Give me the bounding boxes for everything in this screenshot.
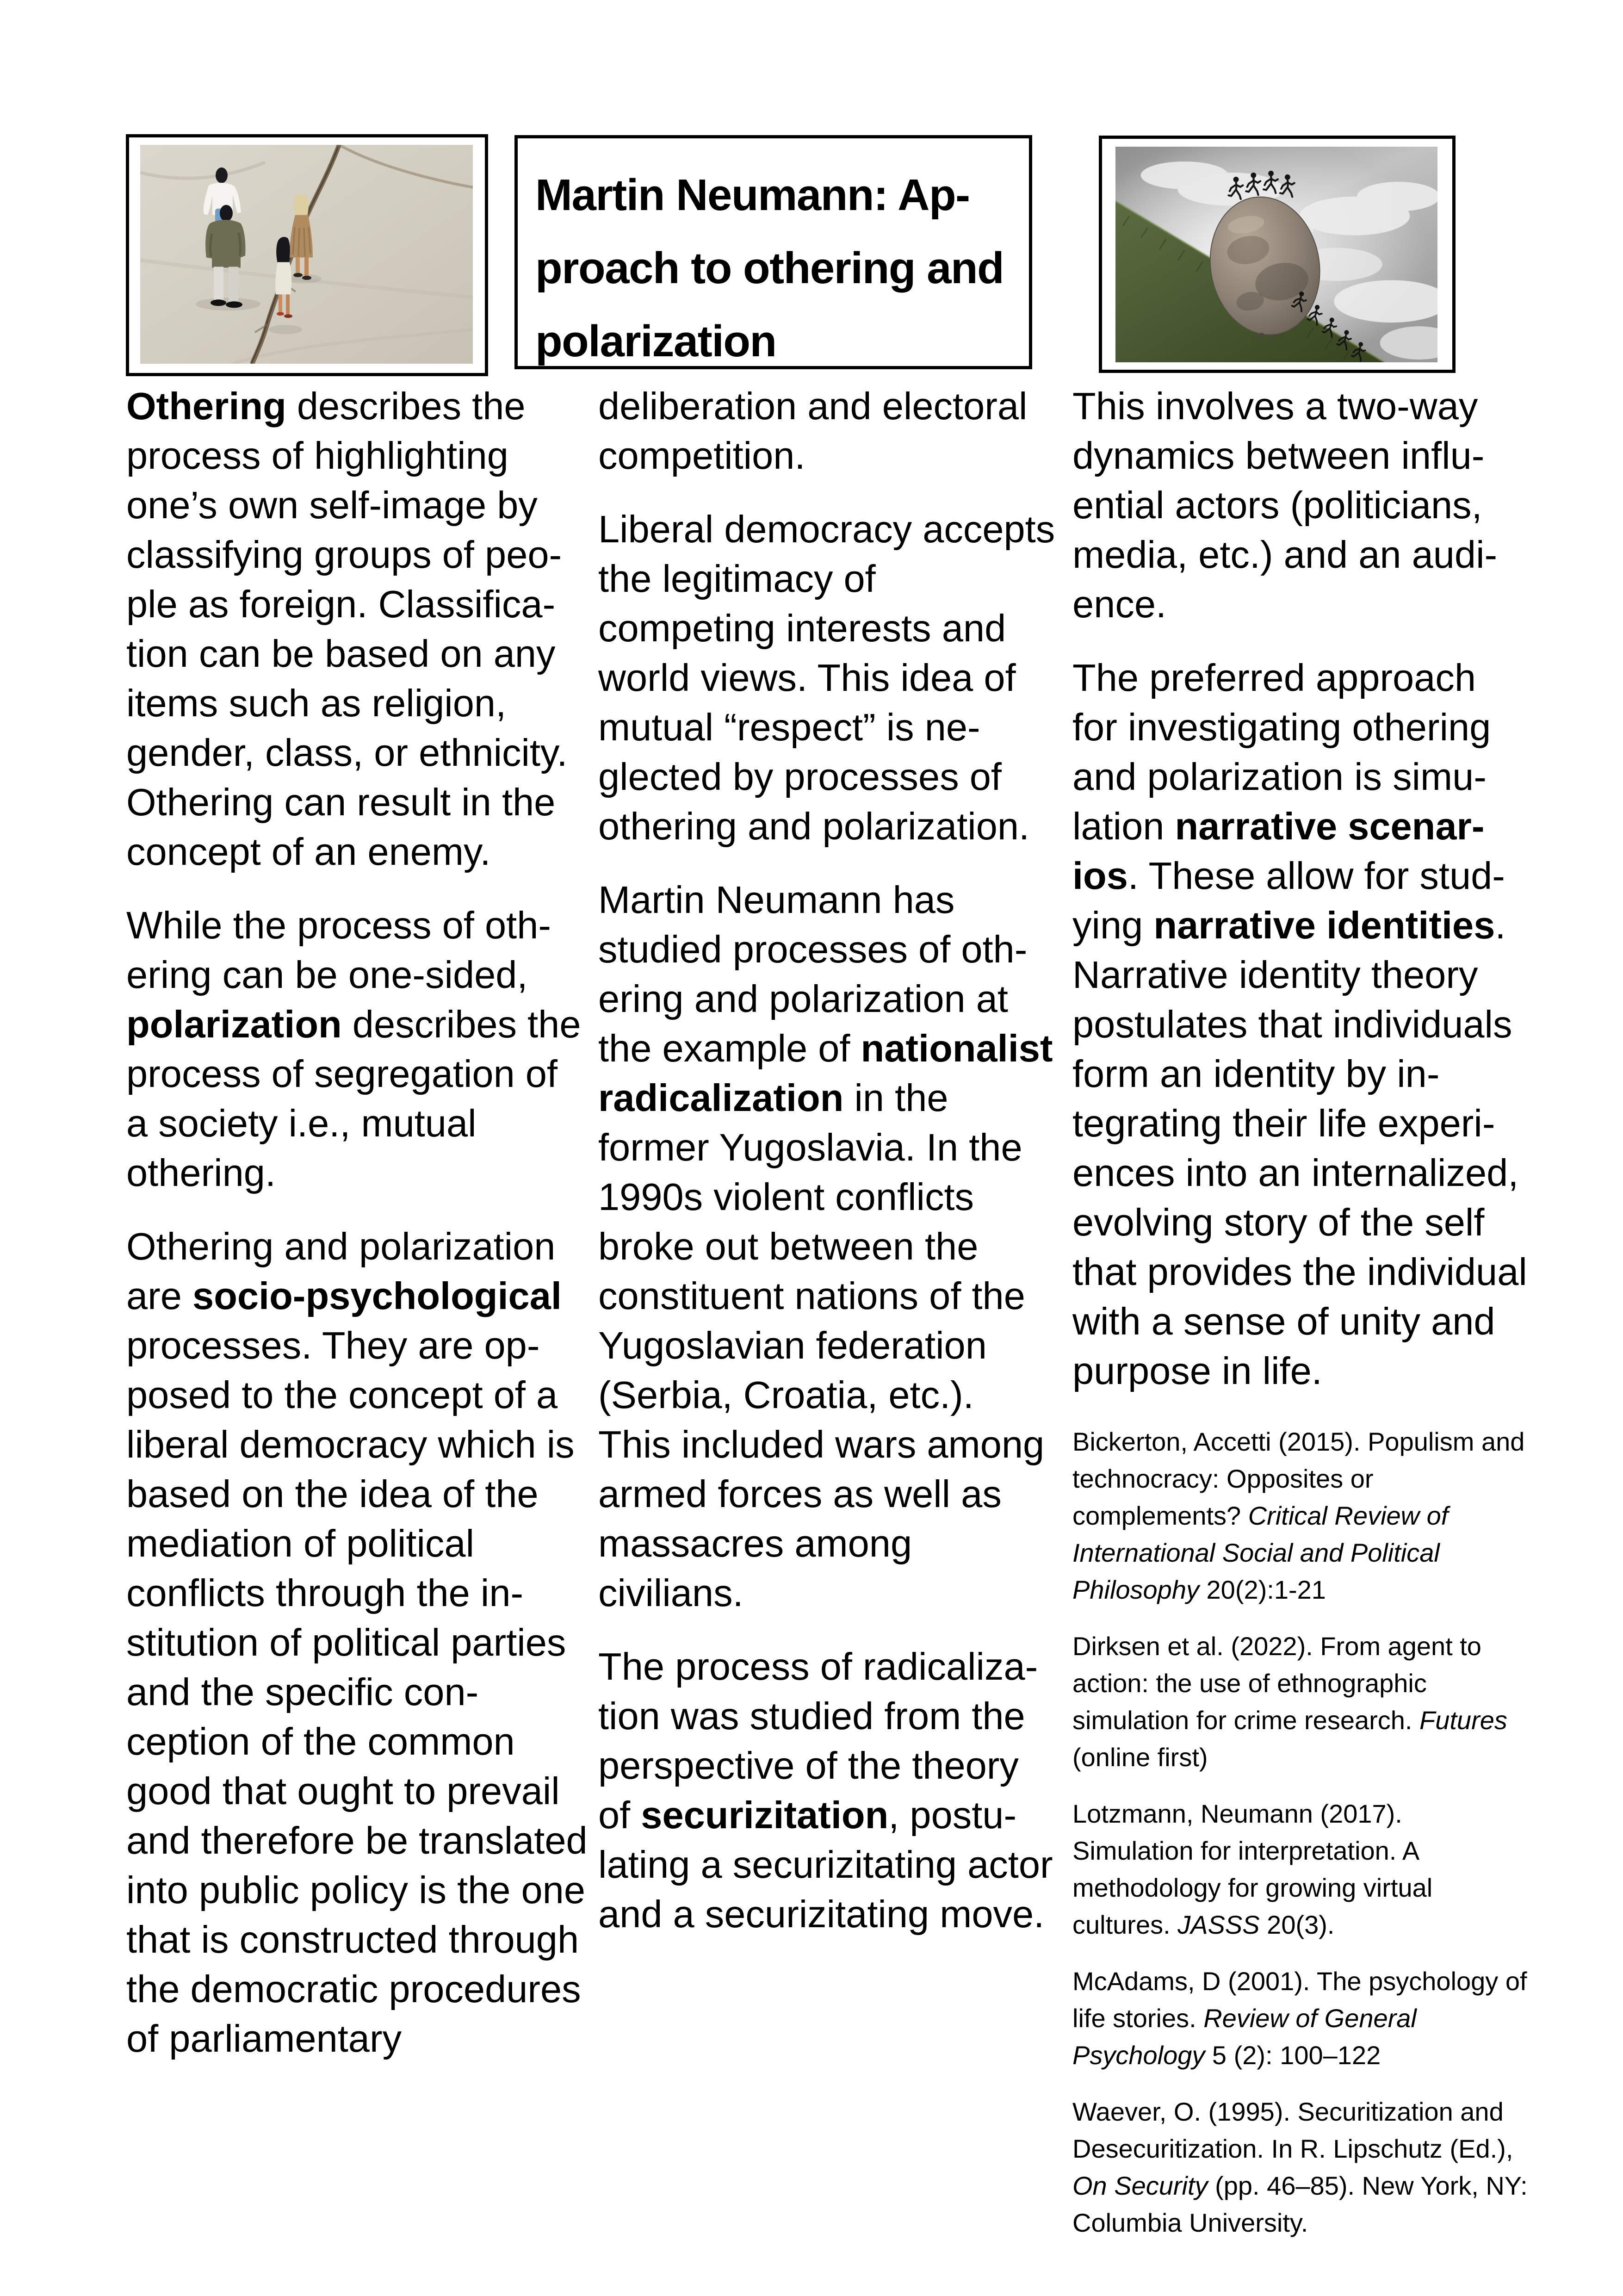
paragraph: The process of radicalization was studied from the perspective of the theory of securizitation, postulating a securizitating actor and a securizitating move. (598, 1645, 1053, 1936)
boulder-rolling-down-hill-with-running-figures-photo (1115, 147, 1437, 362)
title-line-1: Martin Neumann: Ap- (535, 170, 970, 220)
paragraph: The preferred approach for investigating othering and polarization is simulation narrative scenarios. These allow for studying narrative identities. Narrative identity theory postulates that individuals form an identity by integrating their life experiences into an internalized, evolving story of the self that provides the individual with a sense of unity and purpose in life. (1072, 656, 1527, 1392)
paragraph: Othering and polarization are socio-psychological processes. They are opposed to the concept of a liberal democracy which is based on the idea of the mediation of political conflicts through the institution of political parties and the specific conception of the common good that ought to prevail and therefore be translated into public policy is the one that is constructed through the democratic procedures of parliamentary (126, 1225, 588, 2060)
paragraph: deliberation and electoral competition. (598, 385, 1028, 477)
reference-entry: Lotzmann, Neumann (2017). Simulation for interpretation. A methodology for growing virtual cultures. JASSS 20(3). (1072, 1799, 1433, 1939)
paragraph: While the process of othering can be one-sided, polarization describes the process of segregation of a society i.e., mutual othering. (126, 904, 581, 1194)
reference-list (1072, 1423, 1528, 2241)
reference-entry: McAdams, D (2001). The psychology of life stories. Review of General Psychology 5 (2): 100–122 (1072, 1967, 1527, 2070)
paragraph: Liberal democracy accepts the legitimacy of competing interests and world views. This idea of mutual “respect” is neglected by processes of othering and polarization. (598, 508, 1055, 848)
reference-entry: Dirksen et al. (2022). From agent to action: the use of ethnographic simulation for crime research. Futures (online first) (1072, 1632, 1507, 1772)
text-column-1 (126, 381, 589, 2087)
paragraph: This involves a two-way dynamics between influential actors (politicians, media, etc.) and an audience. (1072, 385, 1498, 626)
title-box (514, 135, 1032, 369)
reference-entry: Bickerton, Accetti (2015). Populism and technocracy: Opposites or complements? Critical Review of International Social and Political Philosophy 20(2):1-21 (1072, 1427, 1525, 1604)
text-column-3 (1072, 381, 1528, 2261)
reference-entry: Waever, O. (1995). Securitization and Desecuritization. In R. Lipschutz (Ed.), On Security (pp. 46–85). New York, NY: Columbia University. (1072, 2097, 1528, 2237)
left-image-frame (126, 134, 488, 376)
paragraph: Othering describes the process of highlighting one’s own self-image by classifying groups of people as foreign. Classification can be based on any items such as religion, gender, class, or ethnicity. Othering can result in the concept of an enemy. (126, 385, 568, 873)
title-line-3: polarization (535, 316, 776, 366)
paragraph: Martin Neumann has studied processes of othering and polarization at the example of nationalist radicalization in the former Yugoslavia. In the 1990s violent conflicts broke out between the constituent nations of the Yugoslavian federation (Serbia, Croatia, etc.). This included wars among armed forces as well as massacres among civilians. (598, 878, 1053, 1614)
right-image-frame (1099, 136, 1456, 373)
text-column-2 (598, 381, 1056, 1963)
miniature-figurines-separated-by-crack-photo (140, 145, 473, 364)
title-line-2: proach to othering and (535, 243, 1004, 293)
